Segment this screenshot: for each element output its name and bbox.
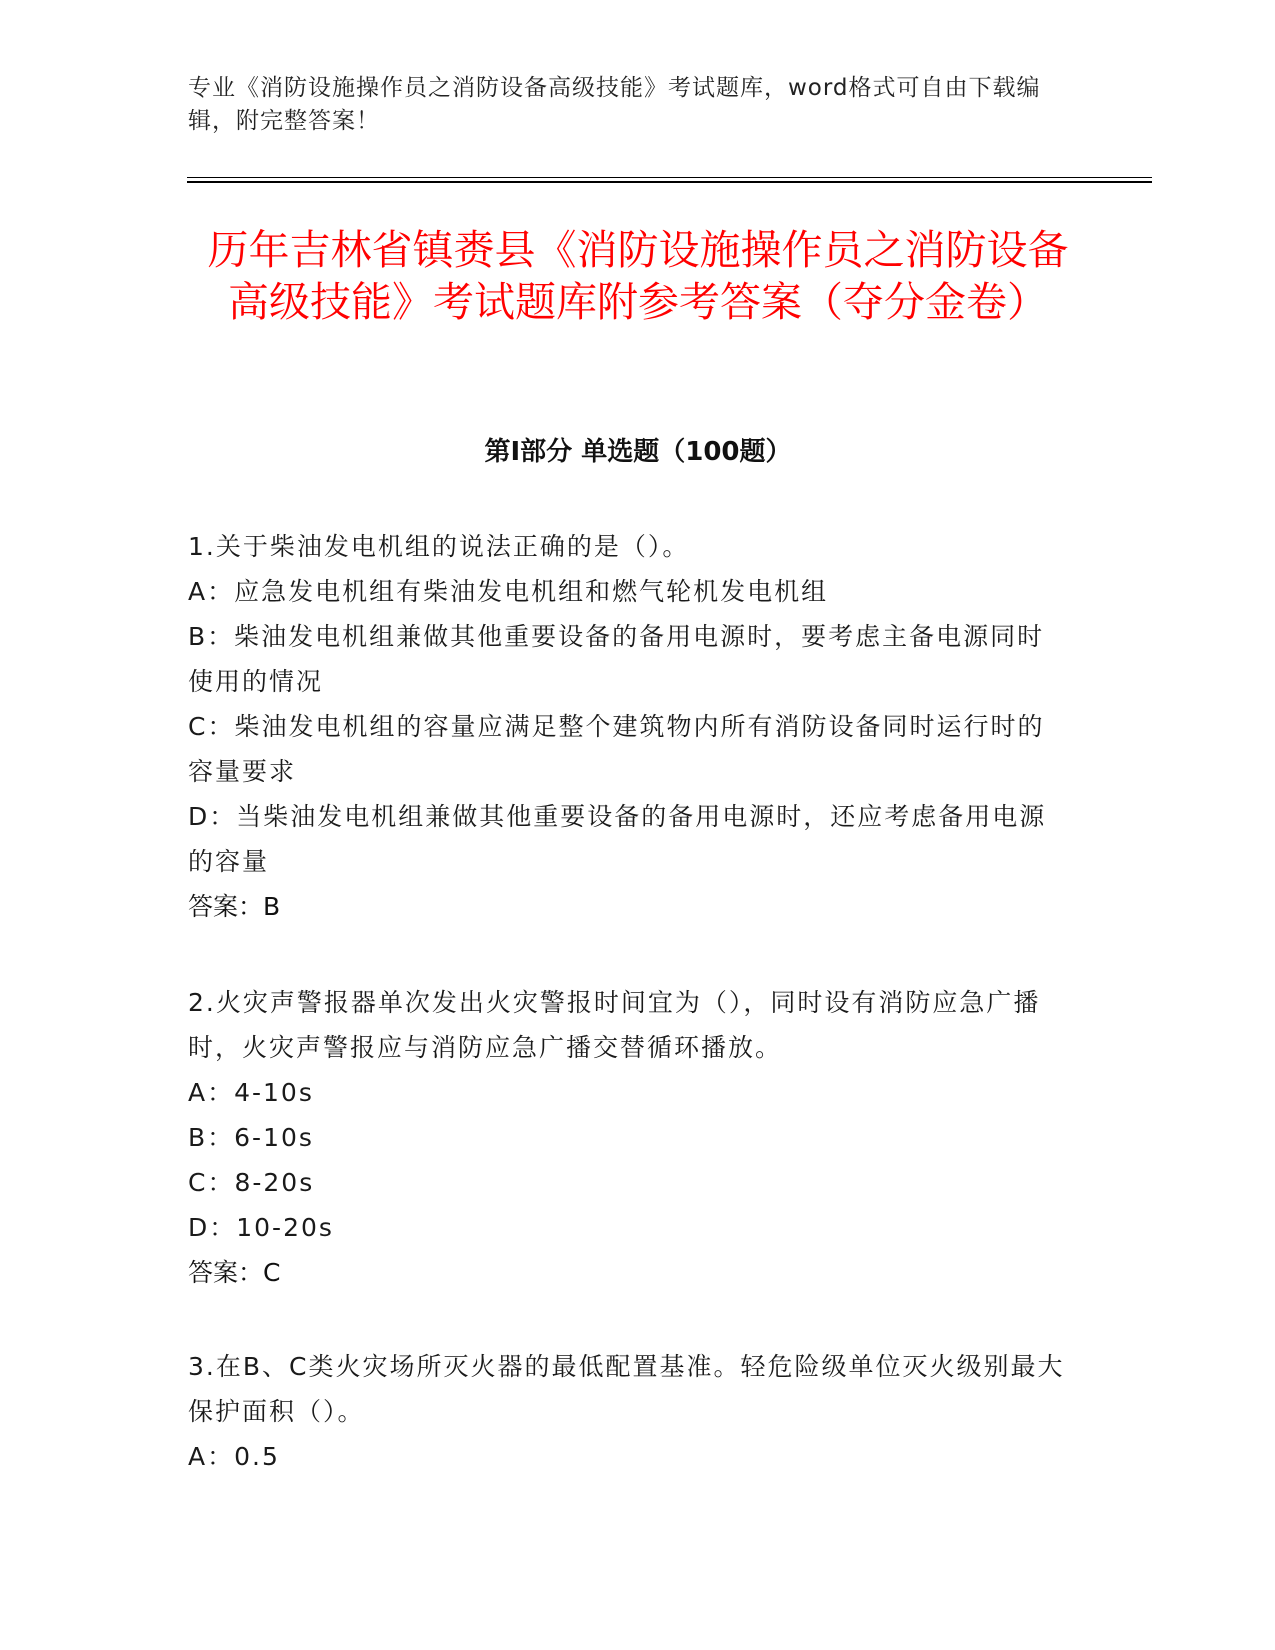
option-c: C：柴油发电机组的容量应满足整个建筑物内所有消防设备同时运行时的容量要求 [188, 712, 1045, 786]
header-divider-thin [187, 177, 1152, 178]
option-d: D：当柴油发电机组兼做其他重要设备的备用电源时，还应考虑备用电源的容量 [188, 802, 1047, 876]
question-stem: 1.关于柴油发电机组的说法正确的是（）。 [188, 532, 690, 561]
answer: 答案：C [188, 1258, 281, 1287]
question-1 [188, 524, 1068, 929]
document-title: 历年吉林省镇赉县《消防设施操作员之消防设备高级技能》考试题库附参考答案（夺分金卷） [207, 226, 1069, 326]
question-stem: 2.火灾声警报器单次发出火灾警报时间宜为（），同时设有消防应急广播时，火灾声警报应与消防应急广播交替循环播放。 [188, 988, 1041, 1062]
option-b: B：柴油发电机组兼做其他重要设备的备用电源时，要考虑主备电源同时使用的情况 [188, 622, 1045, 696]
option-c: C：8-20s [188, 1168, 315, 1197]
header-divider-thick [187, 181, 1152, 183]
option-b: B：6-10s [188, 1123, 314, 1152]
option-a: A：应急发电机组有柴油发电机组和燃气轮机发电机组 [188, 577, 829, 606]
option-a: A：0.5 [188, 1442, 280, 1471]
option-d: D：10-20s [188, 1213, 334, 1242]
question-3 [188, 1344, 1068, 1479]
section-title: 第I部分 单选题（100题） [484, 437, 792, 467]
option-a: A：4-10s [188, 1078, 314, 1107]
header-note: 专业《消防设施操作员之消防设备高级技能》考试题库，word格式可自由下载编辑，附完整答案！ [188, 75, 1041, 134]
question-stem: 3.在B、C类火灾场所灭火器的最低配置基准。轻危险级单位灭火级别最大保护面积（）。 [188, 1352, 1065, 1426]
answer: 答案：B [188, 892, 281, 921]
question-2 [188, 980, 1068, 1295]
